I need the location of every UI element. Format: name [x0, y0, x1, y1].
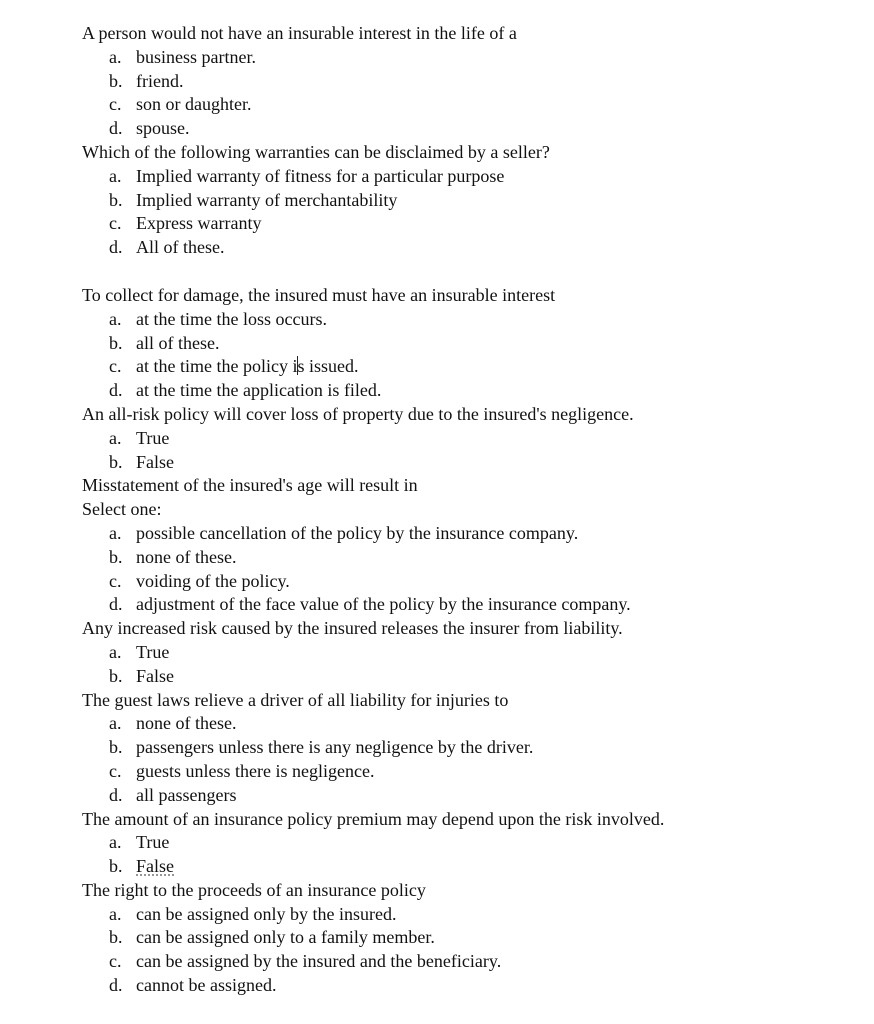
option-letter: b.	[109, 332, 123, 353]
option-text-before-cursor: at the time the policy i	[136, 356, 298, 377]
option-text: business partner.	[136, 46, 256, 67]
option-text: True	[136, 427, 170, 448]
option-item	[82, 546, 862, 570]
question-text: To collect for damage, the insured must have an insurable interest	[82, 284, 556, 305]
option-letter: a.	[109, 308, 122, 329]
option-item	[82, 665, 862, 689]
option-letter: c.	[109, 951, 122, 972]
option-letter: b.	[109, 737, 123, 758]
option-letter: a.	[109, 427, 122, 448]
option-letter: a.	[109, 641, 122, 662]
option-item	[82, 855, 862, 879]
option-letter: b.	[109, 70, 123, 91]
option-letter: b.	[109, 451, 123, 472]
option-letter: a.	[109, 903, 122, 924]
question-text: The guest laws relieve a driver of all liability for injuries to	[82, 689, 509, 710]
option-item	[82, 926, 862, 950]
option-text: False	[136, 451, 174, 472]
option-text: voiding of the policy.	[136, 570, 290, 591]
option-text: Express warranty	[136, 213, 262, 234]
option-text: all passengers	[136, 784, 237, 805]
option-text: can be assigned only to a family member.	[136, 927, 435, 948]
option-letter: b.	[109, 665, 123, 686]
option-letter: a.	[109, 522, 122, 543]
option-item	[82, 784, 862, 808]
option-item	[82, 593, 862, 617]
option-item	[82, 522, 862, 546]
option-item	[82, 760, 862, 784]
option-item	[82, 831, 862, 855]
option-letter: d.	[109, 594, 123, 615]
option-item	[82, 903, 862, 927]
option-item	[82, 332, 862, 356]
option-item	[82, 736, 862, 760]
question-text: Which of the following warranties can be disclaimed by a seller?	[82, 141, 550, 162]
option-text-spellcheck-flagged: False	[136, 856, 174, 877]
option-text: at the time the application is filed.	[136, 380, 382, 401]
option-text: guests unless there is negligence.	[136, 760, 375, 781]
option-letter: b.	[109, 927, 123, 948]
option-item	[82, 641, 862, 665]
option-letter: c.	[109, 94, 122, 115]
option-letter: d.	[109, 784, 123, 805]
option-letter: b.	[109, 189, 123, 210]
option-item	[82, 712, 862, 736]
option-text: at the time the loss occurs.	[136, 308, 327, 329]
blank-paragraph	[82, 260, 862, 284]
select-one-prompt: Select one:	[82, 499, 162, 520]
option-item	[82, 212, 862, 236]
option-text: son or daughter.	[136, 94, 252, 115]
option-item	[82, 570, 862, 594]
option-item	[82, 451, 862, 475]
document-body	[82, 22, 862, 998]
option-letter: d.	[109, 118, 123, 139]
question-text: The amount of an insurance policy premium may depend upon the risk involved.	[82, 808, 665, 829]
option-item	[82, 308, 862, 332]
option-text: True	[136, 832, 170, 853]
option-text: adjustment of the face value of the policy by the insurance company.	[136, 594, 631, 615]
option-letter: c.	[109, 213, 122, 234]
option-letter: a.	[109, 713, 122, 734]
option-item	[82, 427, 862, 451]
option-text: none of these.	[136, 546, 237, 567]
option-text: Implied warranty of fitness for a particular purpose	[136, 165, 505, 186]
option-text: can be assigned only by the insured.	[136, 903, 397, 924]
option-text: Implied warranty of merchantability	[136, 189, 398, 210]
question-text: An all-risk policy will cover loss of property due to the insured's negligence.	[82, 403, 634, 424]
option-letter: a.	[109, 165, 122, 186]
option-text: cannot be assigned.	[136, 975, 277, 996]
option-item	[82, 379, 862, 403]
option-letter: a.	[109, 832, 122, 853]
option-item	[82, 165, 862, 189]
question-text: The right to the proceeds of an insurance policy	[82, 879, 426, 900]
option-item	[82, 70, 862, 94]
option-text: spouse.	[136, 118, 190, 139]
option-text: friend.	[136, 70, 184, 91]
option-item	[82, 93, 862, 117]
option-text: can be assigned by the insured and the beneficiary.	[136, 951, 502, 972]
option-letter: b.	[109, 856, 123, 877]
question-text: A person would not have an insurable interest in the life of a	[82, 23, 517, 43]
option-text: False	[136, 665, 174, 686]
option-item	[82, 117, 862, 141]
option-item	[82, 46, 862, 70]
option-letter: b.	[109, 546, 123, 567]
option-letter: c.	[109, 570, 122, 591]
option-letter: c.	[109, 356, 122, 377]
option-letter: c.	[109, 760, 122, 781]
option-text-after-cursor: s issued.	[297, 356, 359, 377]
option-letter: d.	[109, 237, 123, 258]
option-item	[82, 950, 862, 974]
option-letter: d.	[109, 380, 123, 401]
option-text: none of these.	[136, 713, 237, 734]
option-text: all of these.	[136, 332, 220, 353]
option-text: All of these.	[136, 237, 225, 258]
option-item	[82, 974, 862, 998]
question-text: Misstatement of the insured's age will result in	[82, 475, 418, 496]
option-text: passengers unless there is any negligence by the driver.	[136, 737, 534, 758]
option-text: possible cancellation of the policy by the insurance company.	[136, 522, 579, 543]
option-item	[82, 189, 862, 213]
option-letter: a.	[109, 46, 122, 67]
option-item	[82, 236, 862, 260]
option-letter: d.	[109, 975, 123, 996]
option-text: True	[136, 641, 170, 662]
option-item	[82, 355, 862, 379]
question-text: Any increased risk caused by the insured releases the insurer from liability.	[82, 618, 623, 639]
